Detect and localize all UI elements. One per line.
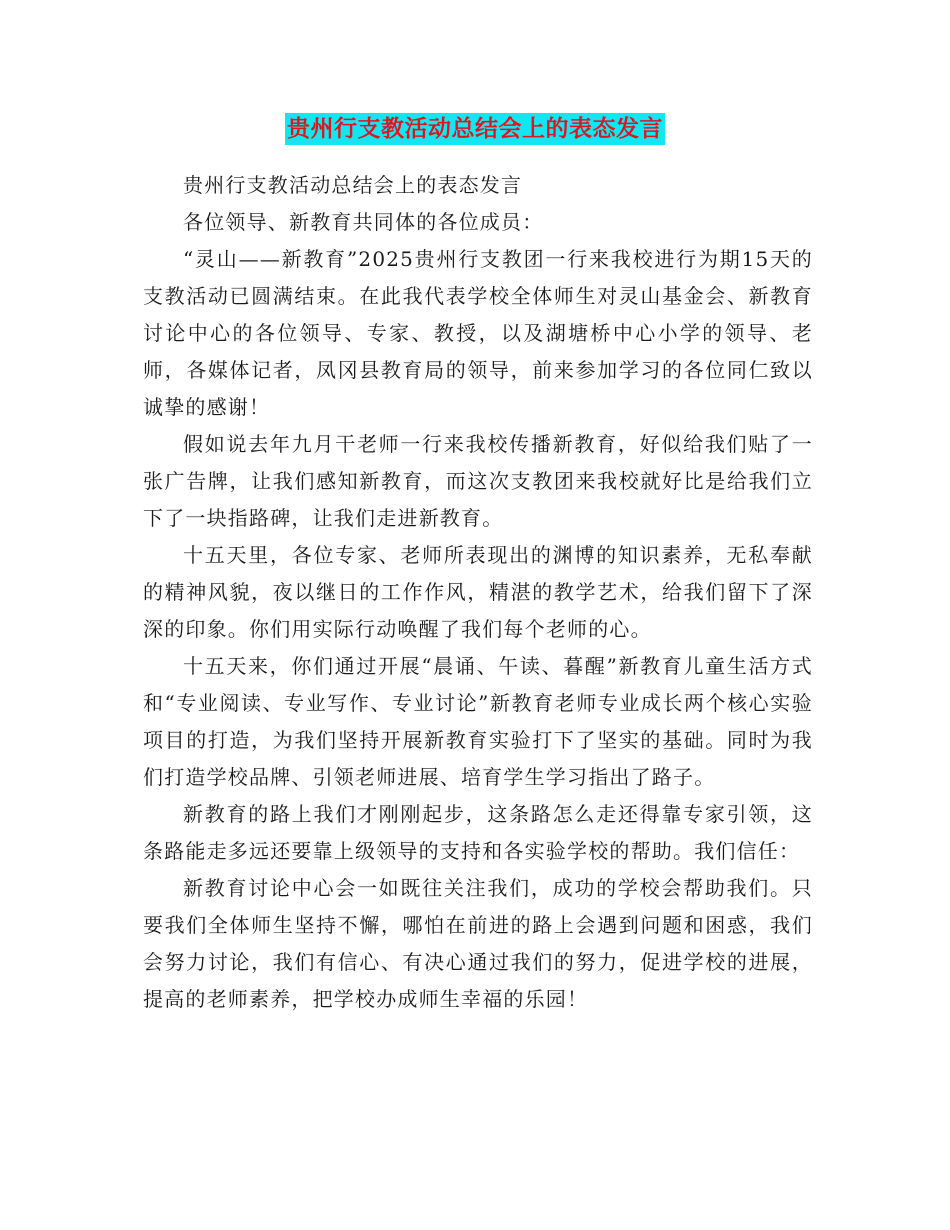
paragraph: 十五天来，你们通过开展“晨诵、午读、暮醒”新教育儿童生活方式和“专业阅读、专业写作、专业讨论”新教育老师专业成长两个核心实验项目的打造，为我们坚持开展新教育实验打下了坚实的基础。同时为我们打造学校品牌、引领老师进展、培育学生学习指出了路子。 xyxy=(143,654,813,789)
paragraph: “灵山——新教育”2025贵州行支教团一行来我校进行为期15天的支教活动已圆满结束。在此我代表学校全体师生对灵山基金会、新教育讨论中心的各位领导、专家、教授，以及湖塘桥中心小学的领导、老师，各媒体记者，凤冈县教育局的领导，前来参加学习的各位同仁致以诚挚的感谢！ xyxy=(143,247,813,419)
paragraph: 新教育的路上我们才刚刚起步，这条路怎么走还得靠专家引领，这条路能走多远还要靠上级领导的支持和各实验学校的帮助。我们信任： xyxy=(143,802,813,863)
document-body xyxy=(143,167,813,1018)
title-container xyxy=(0,113,950,145)
paragraph: 新教育讨论中心会一如既往关注我们，成功的学校会帮助我们。只要我们全体师生坚持不懈，哪怕在前进的路上会遇到问题和困惑，我们会努力讨论，我们有信心、有决心通过我们的努力，促进学校的进展，提高的老师素养，把学校办成师生幸福的乐园！ xyxy=(143,876,813,1011)
paragraph: 假如说去年九月干老师一行来我校传播新教育，好似给我们贴了一张广告牌，让我们感知新教育，而这次支教团来我校就好比是给我们立下了一块指路碑，让我们走进新教育。 xyxy=(143,432,813,530)
paragraph: 十五天里，各位专家、老师所表现出的渊博的知识素养，无私奉献的精神风貌，夜以继日的工作作风，精湛的教学艺术，给我们留下了深深的印象。你们用实际行动唤醒了我们每个老师的心。 xyxy=(143,543,813,641)
paragraph-subtitle: 贵州行支教活动总结会上的表态发言 xyxy=(183,173,523,197)
document-title: 贵州行支教活动总结会上的表态发言 xyxy=(285,113,665,145)
paragraph-salutation: 各位领导、新教育共同体的各位成员： xyxy=(183,210,544,234)
